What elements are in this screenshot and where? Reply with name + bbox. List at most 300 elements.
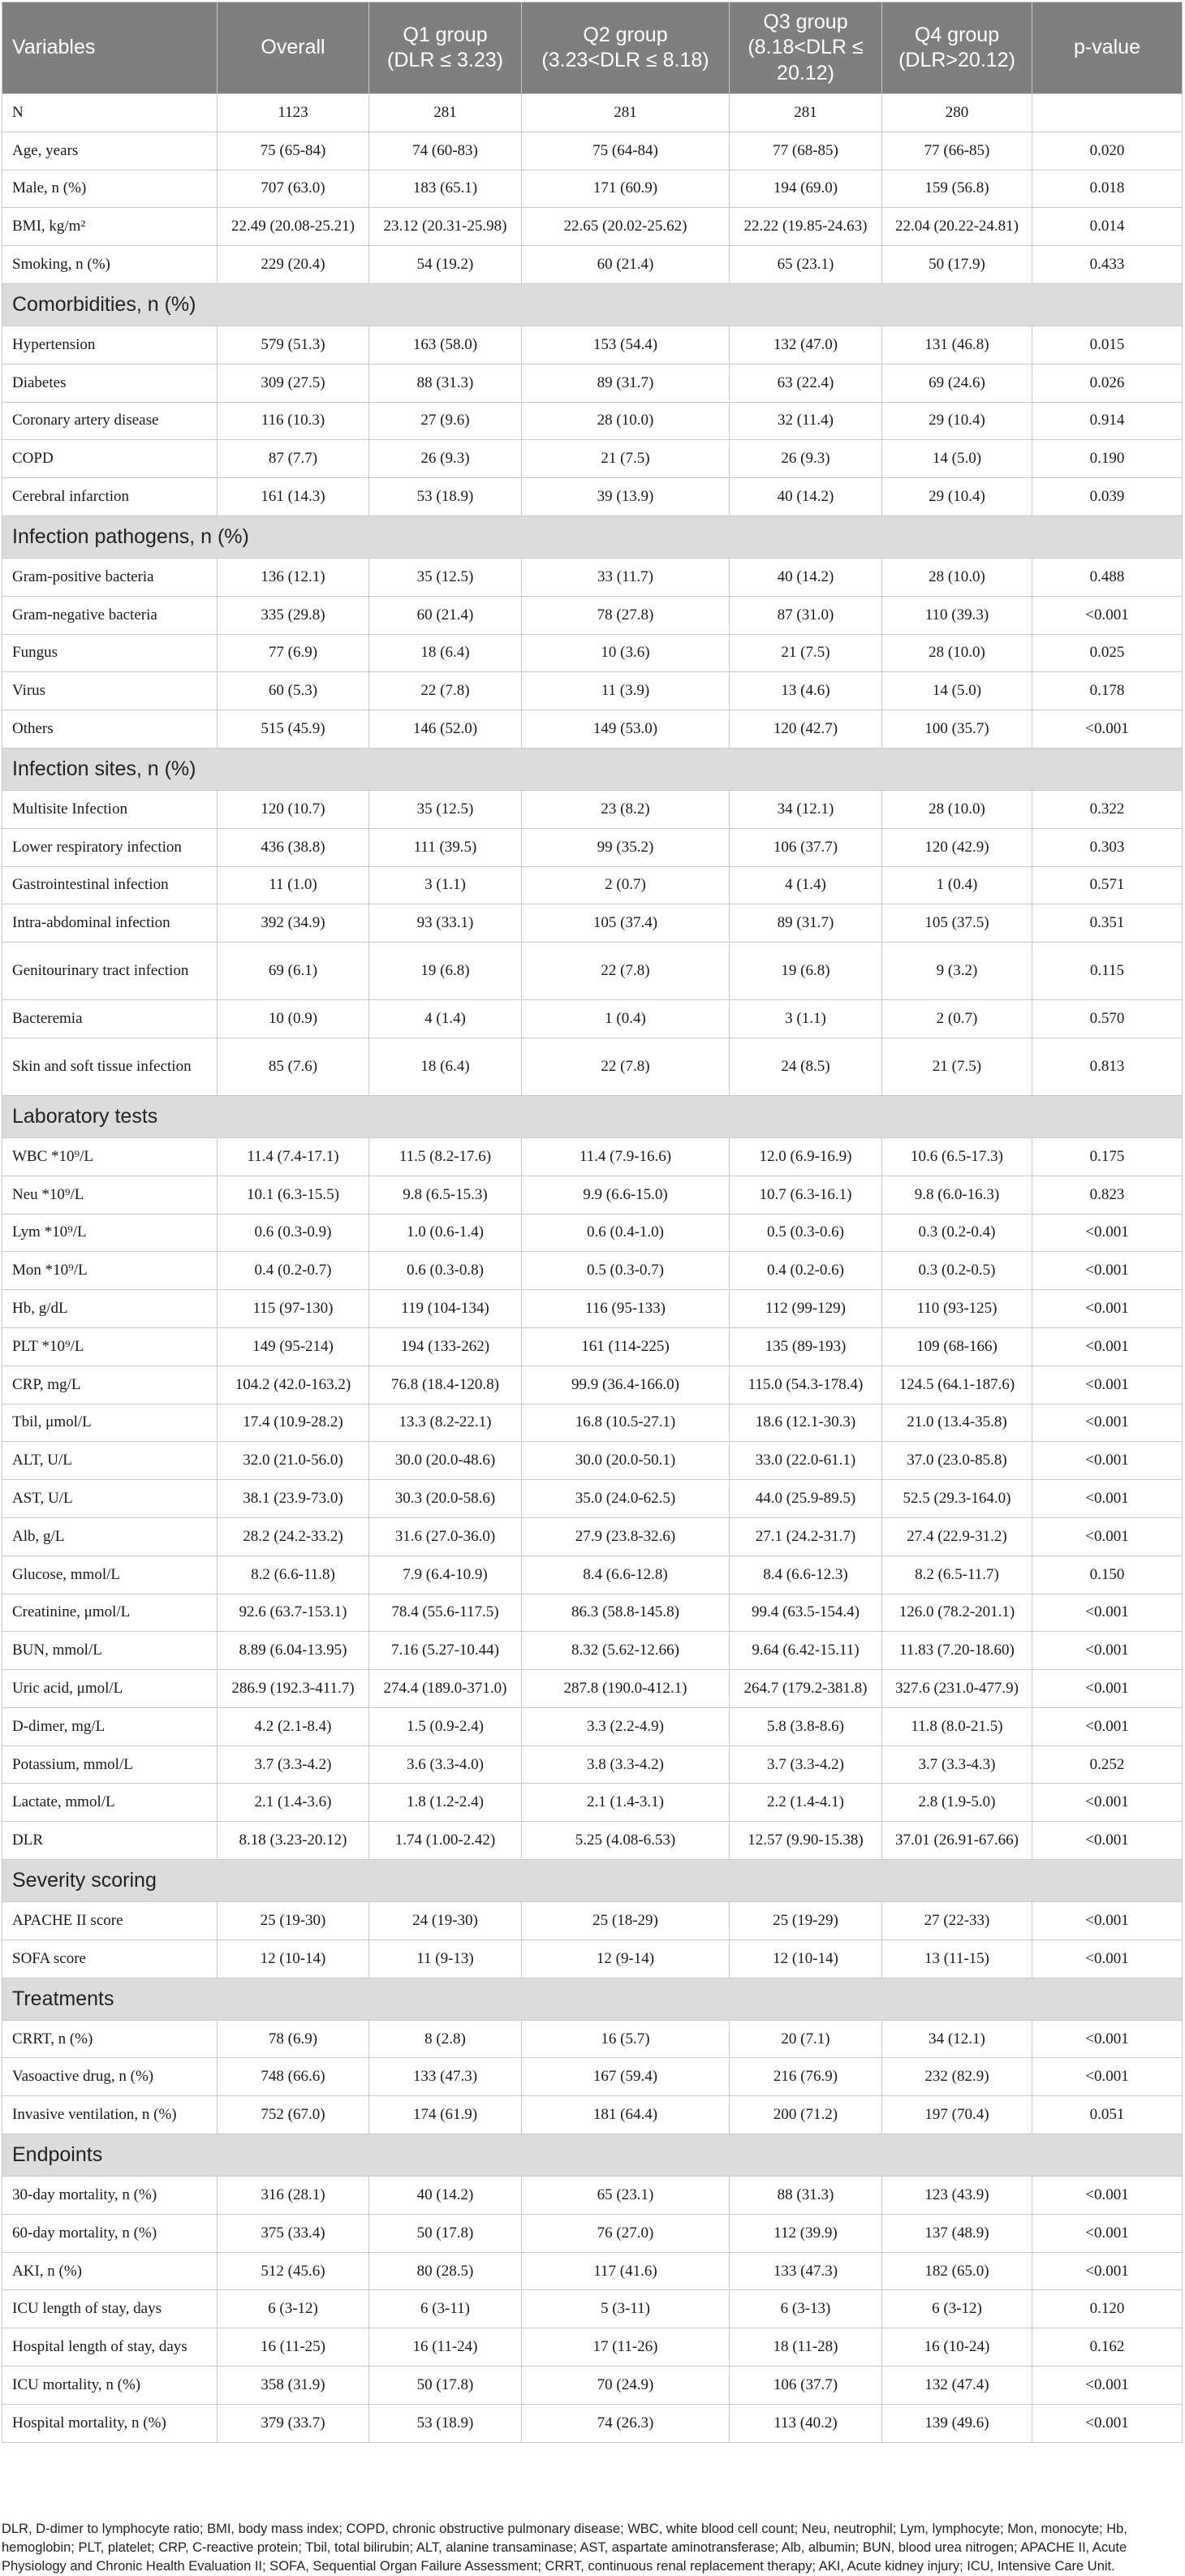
cell-q1: 194 (133-262) xyxy=(369,1327,522,1366)
cell-variable: Coronary artery disease xyxy=(2,402,218,440)
cell-q3: 25 (19-29) xyxy=(730,1902,882,1940)
cell-q1: 8 (2.8) xyxy=(369,2020,522,2058)
cell-q3: 135 (89-193) xyxy=(730,1327,882,1366)
cell-overall: 77 (6.9) xyxy=(218,634,369,672)
cell-q3: 26 (9.3) xyxy=(730,440,882,478)
cell-overall: 136 (12.1) xyxy=(218,558,369,596)
cell-overall: 16 (11-25) xyxy=(218,2328,369,2367)
cell-q3: 20 (7.1) xyxy=(730,2020,882,2058)
cell-q4: 137 (48.9) xyxy=(882,2214,1032,2252)
cell-q1: 3.6 (3.3-4.0) xyxy=(369,1745,522,1784)
cell-q1: 9.8 (6.5-15.3) xyxy=(369,1176,522,1214)
cell-variable: Fungus xyxy=(2,634,218,672)
cell-q1: 11.5 (8.2-17.6) xyxy=(369,1137,522,1176)
cell-q4: 110 (39.3) xyxy=(882,596,1032,634)
cell-p-value: <0.001 xyxy=(1032,1517,1183,1556)
section-heading: Comorbidities, n (%) xyxy=(2,283,1183,326)
cell-q2: 16 (5.7) xyxy=(522,2020,730,2058)
cell-q2: 74 (26.3) xyxy=(522,2404,730,2442)
cell-q2: 22 (7.8) xyxy=(522,943,730,1000)
table-row xyxy=(2,2367,1183,2405)
cell-q3: 281 xyxy=(730,94,882,132)
cell-q4: 27.4 (22.9-31.2) xyxy=(882,1517,1032,1556)
cell-q2: 78 (27.8) xyxy=(522,596,730,634)
cell-q4: 100 (35.7) xyxy=(882,710,1032,749)
cell-q4: 1 (0.4) xyxy=(882,866,1032,904)
cell-q3: 264.7 (179.2-381.8) xyxy=(730,1670,882,1708)
cell-q2: 75 (64-84) xyxy=(522,132,730,170)
cell-q3: 0.5 (0.3-0.6) xyxy=(730,1214,882,1252)
cell-overall: 748 (66.6) xyxy=(218,2058,369,2096)
cell-variable: D-dimer, mg/L xyxy=(2,1707,218,1745)
cell-q1: 16 (11-24) xyxy=(369,2328,522,2367)
cell-q2: 25 (18-29) xyxy=(522,1902,730,1940)
cell-q2: 30.0 (20.0-50.1) xyxy=(522,1442,730,1480)
cell-overall: 11 (1.0) xyxy=(218,866,369,904)
cell-q3: 200 (71.2) xyxy=(730,2096,882,2134)
cell-q1: 24 (19-30) xyxy=(369,1902,522,1940)
cell-q1: 0.6 (0.3-0.8) xyxy=(369,1252,522,1290)
cell-overall: 579 (51.3) xyxy=(218,326,369,364)
cell-q3: 106 (37.7) xyxy=(730,2367,882,2405)
cell-p-value: 0.014 xyxy=(1032,208,1183,246)
cell-q2: 181 (64.4) xyxy=(522,2096,730,2134)
cell-overall: 8.18 (3.23-20.12) xyxy=(218,1822,369,1860)
cell-q3: 32 (11.4) xyxy=(730,402,882,440)
cell-overall: 392 (34.9) xyxy=(218,904,369,943)
cell-p-value: <0.001 xyxy=(1032,2177,1183,2215)
cell-variable: 30-day mortality, n (%) xyxy=(2,2177,218,2215)
cell-q4: 50 (17.9) xyxy=(882,246,1032,284)
cell-p-value: <0.001 xyxy=(1032,2367,1183,2405)
cell-q1: 4 (1.4) xyxy=(369,1000,522,1038)
cell-q3: 6 (3-13) xyxy=(730,2290,882,2328)
cell-variable: CRRT, n (%) xyxy=(2,2020,218,2058)
cell-variable: Hospital length of stay, days xyxy=(2,2328,218,2367)
section-row xyxy=(2,516,1183,558)
cell-q4: 0.3 (0.2-0.4) xyxy=(882,1214,1032,1252)
cell-q4: 2.8 (1.9-5.0) xyxy=(882,1784,1032,1822)
cell-p-value: 0.823 xyxy=(1032,1176,1183,1214)
cell-q2: 10 (3.6) xyxy=(522,634,730,672)
cell-p-value: 0.175 xyxy=(1032,1137,1183,1176)
cell-q2: 0.5 (0.3-0.7) xyxy=(522,1252,730,1290)
section-row xyxy=(2,748,1183,790)
cell-p-value: <0.001 xyxy=(1032,1594,1183,1632)
table-row xyxy=(2,402,1183,440)
table-row xyxy=(2,1480,1183,1518)
cell-q1: 93 (33.1) xyxy=(369,904,522,943)
table-row xyxy=(2,1038,1183,1095)
table-row xyxy=(2,596,1183,634)
cell-q2: 11.4 (7.9-16.6) xyxy=(522,1137,730,1176)
cell-q3: 5.8 (3.8-8.6) xyxy=(730,1707,882,1745)
cell-q2: 39 (13.9) xyxy=(522,478,730,516)
table-row xyxy=(2,132,1183,170)
table-row xyxy=(2,2252,1183,2290)
cell-p-value: <0.001 xyxy=(1032,1707,1183,1745)
cell-q4: 29 (10.4) xyxy=(882,402,1032,440)
cell-q2: 12 (9-14) xyxy=(522,1940,730,1978)
cell-p-value: 0.018 xyxy=(1032,170,1183,208)
table-row xyxy=(2,1442,1183,1480)
cell-q4: 52.5 (29.3-164.0) xyxy=(882,1480,1032,1518)
cell-q4: 28 (10.0) xyxy=(882,634,1032,672)
cell-q4: 124.5 (64.1-187.6) xyxy=(882,1366,1032,1404)
table-row xyxy=(2,1594,1183,1632)
cell-variable: N xyxy=(2,94,218,132)
cell-p-value: <0.001 xyxy=(1032,1252,1183,1290)
cell-q4: 21.0 (13.4-35.8) xyxy=(882,1404,1032,1442)
cell-q3: 115.0 (54.3-178.4) xyxy=(730,1366,882,1404)
cell-overall: 335 (29.8) xyxy=(218,596,369,634)
cell-variable: AKI, n (%) xyxy=(2,2252,218,2290)
cell-variable: Virus xyxy=(2,672,218,710)
cell-overall: 309 (27.5) xyxy=(218,364,369,402)
cell-overall: 85 (7.6) xyxy=(218,1038,369,1095)
cell-q4: 10.6 (6.5-17.3) xyxy=(882,1137,1032,1176)
cell-p-value: 0.039 xyxy=(1032,478,1183,516)
cell-q3: 99.4 (63.5-154.4) xyxy=(730,1594,882,1632)
table-row xyxy=(2,1784,1183,1822)
table-row xyxy=(2,1517,1183,1556)
cell-q3: 3.7 (3.3-4.2) xyxy=(730,1745,882,1784)
cell-q2: 89 (31.7) xyxy=(522,364,730,402)
cell-variable: Hypertension xyxy=(2,326,218,364)
cell-overall: 161 (14.3) xyxy=(218,478,369,516)
cell-p-value: 0.351 xyxy=(1032,904,1183,943)
cell-q3: 120 (42.7) xyxy=(730,710,882,749)
cell-variable: WBC *10⁹/L xyxy=(2,1137,218,1176)
cell-q3: 0.4 (0.2-0.6) xyxy=(730,1252,882,1290)
cell-variable: Hb, g/dL xyxy=(2,1290,218,1328)
table-row xyxy=(2,1000,1183,1038)
table-row xyxy=(2,790,1183,828)
cell-q1: 35 (12.5) xyxy=(369,558,522,596)
cell-q4: 11.83 (7.20-18.60) xyxy=(882,1632,1032,1670)
cell-variable: Potassium, mmol/L xyxy=(2,1745,218,1784)
cell-q4: 159 (56.8) xyxy=(882,170,1032,208)
cell-variable: Lactate, mmol/L xyxy=(2,1784,218,1822)
cell-overall: 375 (33.4) xyxy=(218,2214,369,2252)
cell-q3: 194 (69.0) xyxy=(730,170,882,208)
cell-variable: COPD xyxy=(2,440,218,478)
cell-q1: 54 (19.2) xyxy=(369,246,522,284)
cell-overall: 28.2 (24.2-33.2) xyxy=(218,1517,369,1556)
cell-variable: ICU mortality, n (%) xyxy=(2,2367,218,2405)
table-row xyxy=(2,1556,1183,1594)
cell-q2: 3.3 (2.2-4.9) xyxy=(522,1707,730,1745)
cell-overall: 32.0 (21.0-56.0) xyxy=(218,1442,369,1480)
cell-p-value xyxy=(1032,94,1183,132)
cell-variable: Cerebral infarction xyxy=(2,478,218,516)
cell-q4: 131 (46.8) xyxy=(882,326,1032,364)
cell-q3: 10.7 (6.3-16.1) xyxy=(730,1176,882,1214)
section-row xyxy=(2,1095,1183,1137)
cell-q1: 31.6 (27.0-36.0) xyxy=(369,1517,522,1556)
cell-overall: 60 (5.3) xyxy=(218,672,369,710)
cell-p-value: <0.001 xyxy=(1032,596,1183,634)
cell-q1: 111 (39.5) xyxy=(369,828,522,866)
cell-variable: PLT *10⁹/L xyxy=(2,1327,218,1366)
cell-q2: 60 (21.4) xyxy=(522,246,730,284)
table-row xyxy=(2,1940,1183,1978)
table-row xyxy=(2,208,1183,246)
cell-q3: 2.2 (1.4-4.1) xyxy=(730,1784,882,1822)
cell-p-value: 0.322 xyxy=(1032,790,1183,828)
cell-variable: Bacteremia xyxy=(2,1000,218,1038)
cell-q3: 44.0 (25.9-89.5) xyxy=(730,1480,882,1518)
cell-q1: 53 (18.9) xyxy=(369,478,522,516)
cell-overall: 120 (10.7) xyxy=(218,790,369,828)
table-row xyxy=(2,828,1183,866)
cell-overall: 149 (95-214) xyxy=(218,1327,369,1366)
cell-q2: 167 (59.4) xyxy=(522,2058,730,2096)
cell-q2: 0.6 (0.4-1.0) xyxy=(522,1214,730,1252)
cell-variable: Lym *10⁹/L xyxy=(2,1214,218,1252)
cell-overall: 4.2 (2.1-8.4) xyxy=(218,1707,369,1745)
header-q2-group: Q2 group (3.23<DLR ≤ 8.18) xyxy=(522,2,730,94)
cell-q4: 8.2 (6.5-11.7) xyxy=(882,1556,1032,1594)
cell-q3: 40 (14.2) xyxy=(730,558,882,596)
table-row xyxy=(2,1214,1183,1252)
section-heading: Infection sites, n (%) xyxy=(2,748,1183,790)
table-row xyxy=(2,558,1183,596)
cell-variable: Glucose, mmol/L xyxy=(2,1556,218,1594)
cell-overall: 1123 xyxy=(218,94,369,132)
cell-q1: 6 (3-11) xyxy=(369,2290,522,2328)
cell-q2: 171 (60.9) xyxy=(522,170,730,208)
section-row xyxy=(2,2134,1183,2177)
table-row xyxy=(2,1176,1183,1214)
cell-q3: 12.0 (6.9-16.9) xyxy=(730,1137,882,1176)
baseline-characteristics-table xyxy=(2,2,1183,2443)
cell-p-value: 0.433 xyxy=(1032,246,1183,284)
cell-overall: 11.4 (7.4-17.1) xyxy=(218,1137,369,1176)
cell-variable: Gram-negative bacteria xyxy=(2,596,218,634)
cell-p-value: 0.162 xyxy=(1032,2328,1183,2367)
cell-variable: Tbil, μmol/L xyxy=(2,1404,218,1442)
cell-q3: 21 (7.5) xyxy=(730,634,882,672)
cell-q2: 1 (0.4) xyxy=(522,1000,730,1038)
cell-overall: 10.1 (6.3-15.5) xyxy=(218,1176,369,1214)
cell-p-value: <0.001 xyxy=(1032,2058,1183,2096)
cell-q1: 7.9 (6.4-10.9) xyxy=(369,1556,522,1594)
cell-q1: 30.0 (20.0-48.6) xyxy=(369,1442,522,1480)
table-row xyxy=(2,2214,1183,2252)
cell-q3: 33.0 (22.0-61.1) xyxy=(730,1442,882,1480)
cell-variable: BMI, kg/m² xyxy=(2,208,218,246)
cell-q3: 8.4 (6.6-12.3) xyxy=(730,1556,882,1594)
cell-q4: 77 (66-85) xyxy=(882,132,1032,170)
cell-q1: 174 (61.9) xyxy=(369,2096,522,2134)
cell-q4: 22.04 (20.22-24.81) xyxy=(882,208,1032,246)
cell-variable: Multisite Infection xyxy=(2,790,218,828)
cell-q4: 28 (10.0) xyxy=(882,790,1032,828)
table-row xyxy=(2,1290,1183,1328)
cell-q4: 37.0 (23.0-85.8) xyxy=(882,1442,1032,1480)
cell-q4: 132 (47.4) xyxy=(882,2367,1032,2405)
section-heading: Laboratory tests xyxy=(2,1095,1183,1137)
table-row xyxy=(2,440,1183,478)
cell-q2: 99.9 (36.4-166.0) xyxy=(522,1366,730,1404)
cell-p-value: <0.001 xyxy=(1032,1784,1183,1822)
cell-q4: 9 (3.2) xyxy=(882,943,1032,1000)
cell-q1: 163 (58.0) xyxy=(369,326,522,364)
cell-q3: 40 (14.2) xyxy=(730,478,882,516)
cell-q3: 3 (1.1) xyxy=(730,1000,882,1038)
cell-p-value: 0.570 xyxy=(1032,1000,1183,1038)
cell-q3: 27.1 (24.2-31.7) xyxy=(730,1517,882,1556)
table-row xyxy=(2,2177,1183,2215)
table-row xyxy=(2,672,1183,710)
cell-q2: 86.3 (58.8-145.8) xyxy=(522,1594,730,1632)
cell-p-value: 0.020 xyxy=(1032,132,1183,170)
cell-overall: 316 (28.1) xyxy=(218,2177,369,2215)
cell-q3: 113 (40.2) xyxy=(730,2404,882,2442)
cell-variable: Smoking, n (%) xyxy=(2,246,218,284)
table-row xyxy=(2,2096,1183,2134)
table-row xyxy=(2,2058,1183,2096)
cell-variable: ICU length of stay, days xyxy=(2,2290,218,2328)
header-variables: Variables xyxy=(2,2,218,94)
cell-q4: 0.3 (0.2-0.5) xyxy=(882,1252,1032,1290)
cell-variable: Mon *10⁹/L xyxy=(2,1252,218,1290)
header-q1-group: Q1 group (DLR ≤ 3.23) xyxy=(369,2,522,94)
table-row xyxy=(2,1670,1183,1708)
table-row xyxy=(2,1137,1183,1176)
cell-variable: Male, n (%) xyxy=(2,170,218,208)
cell-variable: CRP, mg/L xyxy=(2,1366,218,1404)
cell-overall: 286.9 (192.3-411.7) xyxy=(218,1670,369,1708)
cell-variable: Skin and soft tissue infection xyxy=(2,1038,218,1095)
cell-q4: 2 (0.7) xyxy=(882,1000,1032,1038)
table-row xyxy=(2,1822,1183,1860)
cell-q4: 280 xyxy=(882,94,1032,132)
cell-q2: 17 (11-26) xyxy=(522,2328,730,2367)
cell-p-value: 0.813 xyxy=(1032,1038,1183,1095)
cell-q1: 23.12 (20.31-25.98) xyxy=(369,208,522,246)
cell-q4: 197 (70.4) xyxy=(882,2096,1032,2134)
cell-p-value: 0.025 xyxy=(1032,634,1183,672)
cell-overall: 6 (3-12) xyxy=(218,2290,369,2328)
cell-p-value: <0.001 xyxy=(1032,1902,1183,1940)
cell-q4: 139 (49.6) xyxy=(882,2404,1032,2442)
cell-q3: 112 (39.9) xyxy=(730,2214,882,2252)
cell-q3: 112 (99-129) xyxy=(730,1290,882,1328)
cell-q1: 281 xyxy=(369,94,522,132)
cell-p-value: 0.303 xyxy=(1032,828,1183,866)
cell-variable: AST, U/L xyxy=(2,1480,218,1518)
cell-q2: 16.8 (10.5-27.1) xyxy=(522,1404,730,1442)
cell-variable: SOFA score xyxy=(2,1940,218,1978)
cell-overall: 8.2 (6.6-11.8) xyxy=(218,1556,369,1594)
cell-overall: 25 (19-30) xyxy=(218,1902,369,1940)
header-q4-group: Q4 group (DLR>20.12) xyxy=(882,2,1032,94)
cell-p-value: <0.001 xyxy=(1032,2404,1183,2442)
table-row xyxy=(2,2290,1183,2328)
cell-variable: Gram-positive bacteria xyxy=(2,558,218,596)
cell-q2: 35.0 (24.0-62.5) xyxy=(522,1480,730,1518)
cell-q4: 232 (82.9) xyxy=(882,2058,1032,2096)
table-body xyxy=(2,94,1183,2443)
cell-q2: 23 (8.2) xyxy=(522,790,730,828)
cell-q4: 29 (10.4) xyxy=(882,478,1032,516)
cell-p-value: 0.051 xyxy=(1032,2096,1183,2134)
table-row xyxy=(2,1745,1183,1784)
cell-q3: 65 (23.1) xyxy=(730,246,882,284)
cell-q4: 16 (10-24) xyxy=(882,2328,1032,2367)
cell-q4: 69 (24.6) xyxy=(882,364,1032,402)
cell-q2: 2.1 (1.4-3.1) xyxy=(522,1784,730,1822)
cell-q4: 123 (43.9) xyxy=(882,2177,1032,2215)
cell-q2: 27.9 (23.8-32.6) xyxy=(522,1517,730,1556)
section-heading: Endpoints xyxy=(2,2134,1183,2177)
cell-q4: 28 (10.0) xyxy=(882,558,1032,596)
cell-q2: 76 (27.0) xyxy=(522,2214,730,2252)
cell-overall: 69 (6.1) xyxy=(218,943,369,1000)
cell-variable: Hospital mortality, n (%) xyxy=(2,2404,218,2442)
cell-p-value: 0.015 xyxy=(1032,326,1183,364)
cell-p-value: <0.001 xyxy=(1032,1442,1183,1480)
cell-q3: 9.64 (6.42-15.11) xyxy=(730,1632,882,1670)
cell-q3: 24 (8.5) xyxy=(730,1038,882,1095)
table-row xyxy=(2,1632,1183,1670)
cell-variable: Diabetes xyxy=(2,364,218,402)
cell-q2: 8.32 (5.62-12.66) xyxy=(522,1632,730,1670)
table-row xyxy=(2,326,1183,364)
cell-q1: 88 (31.3) xyxy=(369,364,522,402)
cell-p-value: <0.001 xyxy=(1032,1290,1183,1328)
cell-q1: 3 (1.1) xyxy=(369,866,522,904)
cell-overall: 707 (63.0) xyxy=(218,170,369,208)
cell-q1: 19 (6.8) xyxy=(369,943,522,1000)
table-row xyxy=(2,170,1183,208)
table-row xyxy=(2,2020,1183,2058)
cell-overall: 75 (65-84) xyxy=(218,132,369,170)
cell-variable: BUN, mmol/L xyxy=(2,1632,218,1670)
cell-q1: 22 (7.8) xyxy=(369,672,522,710)
cell-q2: 161 (114-225) xyxy=(522,1327,730,1366)
cell-variable: Vasoactive drug, n (%) xyxy=(2,2058,218,2096)
cell-q3: 88 (31.3) xyxy=(730,2177,882,2215)
cell-q4: 13 (11-15) xyxy=(882,1940,1032,1978)
table-row xyxy=(2,2404,1183,2442)
cell-q2: 105 (37.4) xyxy=(522,904,730,943)
cell-p-value: 0.150 xyxy=(1032,1556,1183,1594)
section-row xyxy=(2,283,1183,326)
table-row xyxy=(2,1707,1183,1745)
cell-q1: 7.16 (5.27-10.44) xyxy=(369,1632,522,1670)
header-q3-group: Q3 group (8.18<DLR ≤ 20.12) xyxy=(730,2,882,94)
cell-p-value: 0.571 xyxy=(1032,866,1183,904)
cell-q4: 21 (7.5) xyxy=(882,1038,1032,1095)
cell-q1: 13.3 (8.2-22.1) xyxy=(369,1404,522,1442)
cell-q2: 5 (3-11) xyxy=(522,2290,730,2328)
table-row xyxy=(2,364,1183,402)
cell-p-value: <0.001 xyxy=(1032,1822,1183,1860)
cell-q4: 27 (22-33) xyxy=(882,1902,1032,1940)
cell-q3: 4 (1.4) xyxy=(730,866,882,904)
header-row xyxy=(2,2,1183,94)
cell-q1: 50 (17.8) xyxy=(369,2214,522,2252)
cell-q2: 116 (95-133) xyxy=(522,1290,730,1328)
cell-q3: 133 (47.3) xyxy=(730,2252,882,2290)
cell-q4: 105 (37.5) xyxy=(882,904,1032,943)
cell-p-value: <0.001 xyxy=(1032,1632,1183,1670)
cell-q2: 28 (10.0) xyxy=(522,402,730,440)
section-row xyxy=(2,1860,1183,1902)
